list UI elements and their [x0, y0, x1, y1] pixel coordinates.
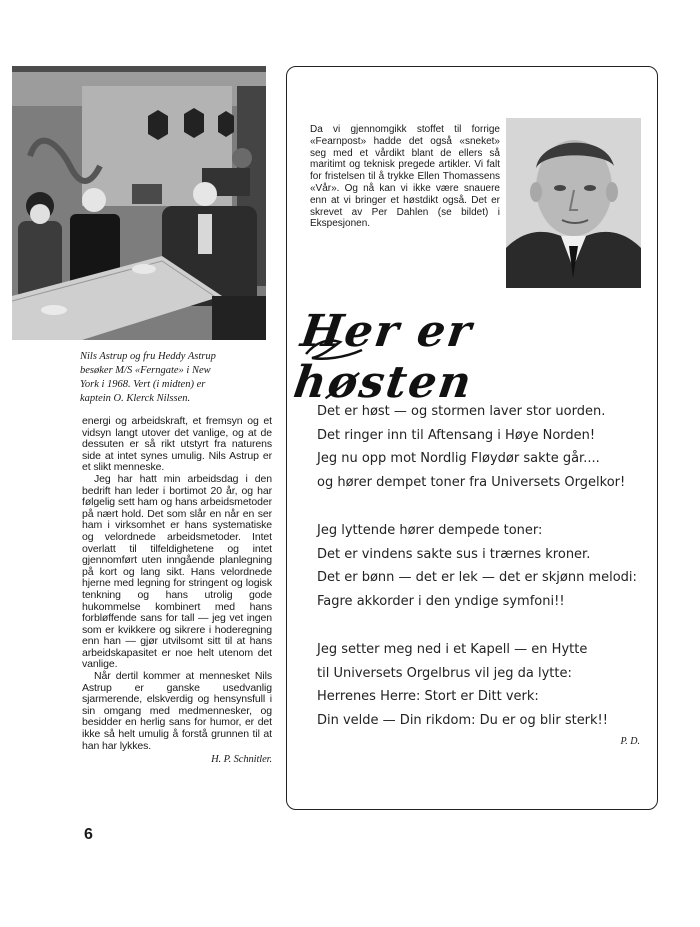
photo-astrup-visit-image	[12, 66, 266, 340]
article-text	[82, 416, 272, 766]
portrait-per-dahlen-image	[506, 118, 641, 288]
poem-stanza	[317, 400, 647, 494]
poem-line: Din velde — Din rikdom: Du er og blir sterk!!	[317, 712, 608, 728]
article-signature: H. P. Schnitler.	[211, 754, 272, 766]
poem-line: Jeg setter meg ned i et Kapell — en Hytte	[317, 642, 588, 657]
caption-line: Nils Astrup og fru Heddy Astrup	[80, 351, 216, 362]
portrait-per-dahlen	[506, 118, 641, 288]
caption-line: York i 1968. Vert (i midten) er	[80, 379, 206, 390]
caption-line: kaptein O. Klerck Nilssen.	[80, 393, 191, 404]
caption-line: besøker M/S «Ferngate» i New	[80, 365, 211, 376]
article-paragraph: Jeg har hatt min arbeidsdag i den bedrift han leder i bortimot 20 år, og har følgelig sett ham og hans arbeidsmetoder på nært hold. Det som slår en når en ser ham i virksomhet er hans systematiske og velordnede arbeidsmetoder. Intet overlatt til tilfeldighetene og intet gjennomført uten inngående planlegning på kort og lang sikt. Hans velordnede hjerne med legning for stringent og logisk tenkning og hans utrolig gode hukommelse kombinert med hans forbløffende sans for tall — jeg vet ingen som er kvikkere og sikrere i hoderegning enn han — gjør utvilsomt sitt til at hans arbeidskapasitet er noe helt utenom det vanlige.	[82, 472, 272, 671]
poem-line: Fagre akkorder i den yndige symfoni!!	[317, 593, 565, 609]
poem-signature: P. D.	[620, 736, 640, 747]
poem-stanza	[317, 519, 647, 613]
poem-line: Det er vindens sakte sus i trærnes kroner.	[317, 546, 591, 562]
photo-caption	[80, 350, 276, 406]
article-paragraph: energi og arbeidskraft, et fremsyn og et vidsyn langt utover det vanlige, og at de dessuten er så rikt utstyrt fra naturens side at intet synes umulig. Nils Astrup er et slikt menneske.	[82, 415, 272, 474]
page-number: 6	[84, 826, 93, 843]
article-paragraph: Når dertil kommer at mennesket Nils Astrup er ganske usedvanlig sjarmerende, elskverdig og hensynsfull i sin omgang med medmennesker, og besidder en herlig sans for humor, er det ikke så helt umulig å forstå grunnen til at han har lykkes.	[82, 670, 272, 752]
poem-title: Her er høsten	[290, 306, 477, 408]
poem-line: Det ringer inn til Aftensang i Høye Norden!	[317, 427, 596, 443]
poem-stanza	[317, 638, 647, 732]
poem-intro: Da vi gjennomgikk stoffet til forrige «Fearnpost» hadde det også «sneket» seg med et vårdikt blant de ellers så maritimt og teknisk pregede artikler. Vi falt for fristelsen til å trykke Ellen Thomassens «Vår». Og nå kan vi ikke være snauere enn at vi bringer et høstdikt også. Det er skrevet av Per Dahlen (se bildet) i Ekspesjonen.	[310, 124, 500, 230]
poem-body	[317, 400, 647, 757]
photo-astrup-visit	[12, 66, 266, 340]
poem-line: og hører dempet toner fra Universets Orgelkor!	[317, 474, 626, 490]
poem-line: Jeg nu opp mot Nordlig Fløydør sakte går....	[317, 451, 600, 466]
poem-line: Jeg lyttende hører dempede toner:	[317, 523, 543, 538]
poem-line: Det er bønn — det er lek — det er skjønn melodi:	[317, 570, 637, 585]
poem-line: Det er høst — og stormen laver stor uorden.	[317, 404, 606, 419]
poem-line: til Universets Orgelbrus vil jeg da lytte:	[317, 665, 572, 681]
poem-line: Herrenes Herre: Stort er Ditt verk:	[317, 689, 539, 704]
